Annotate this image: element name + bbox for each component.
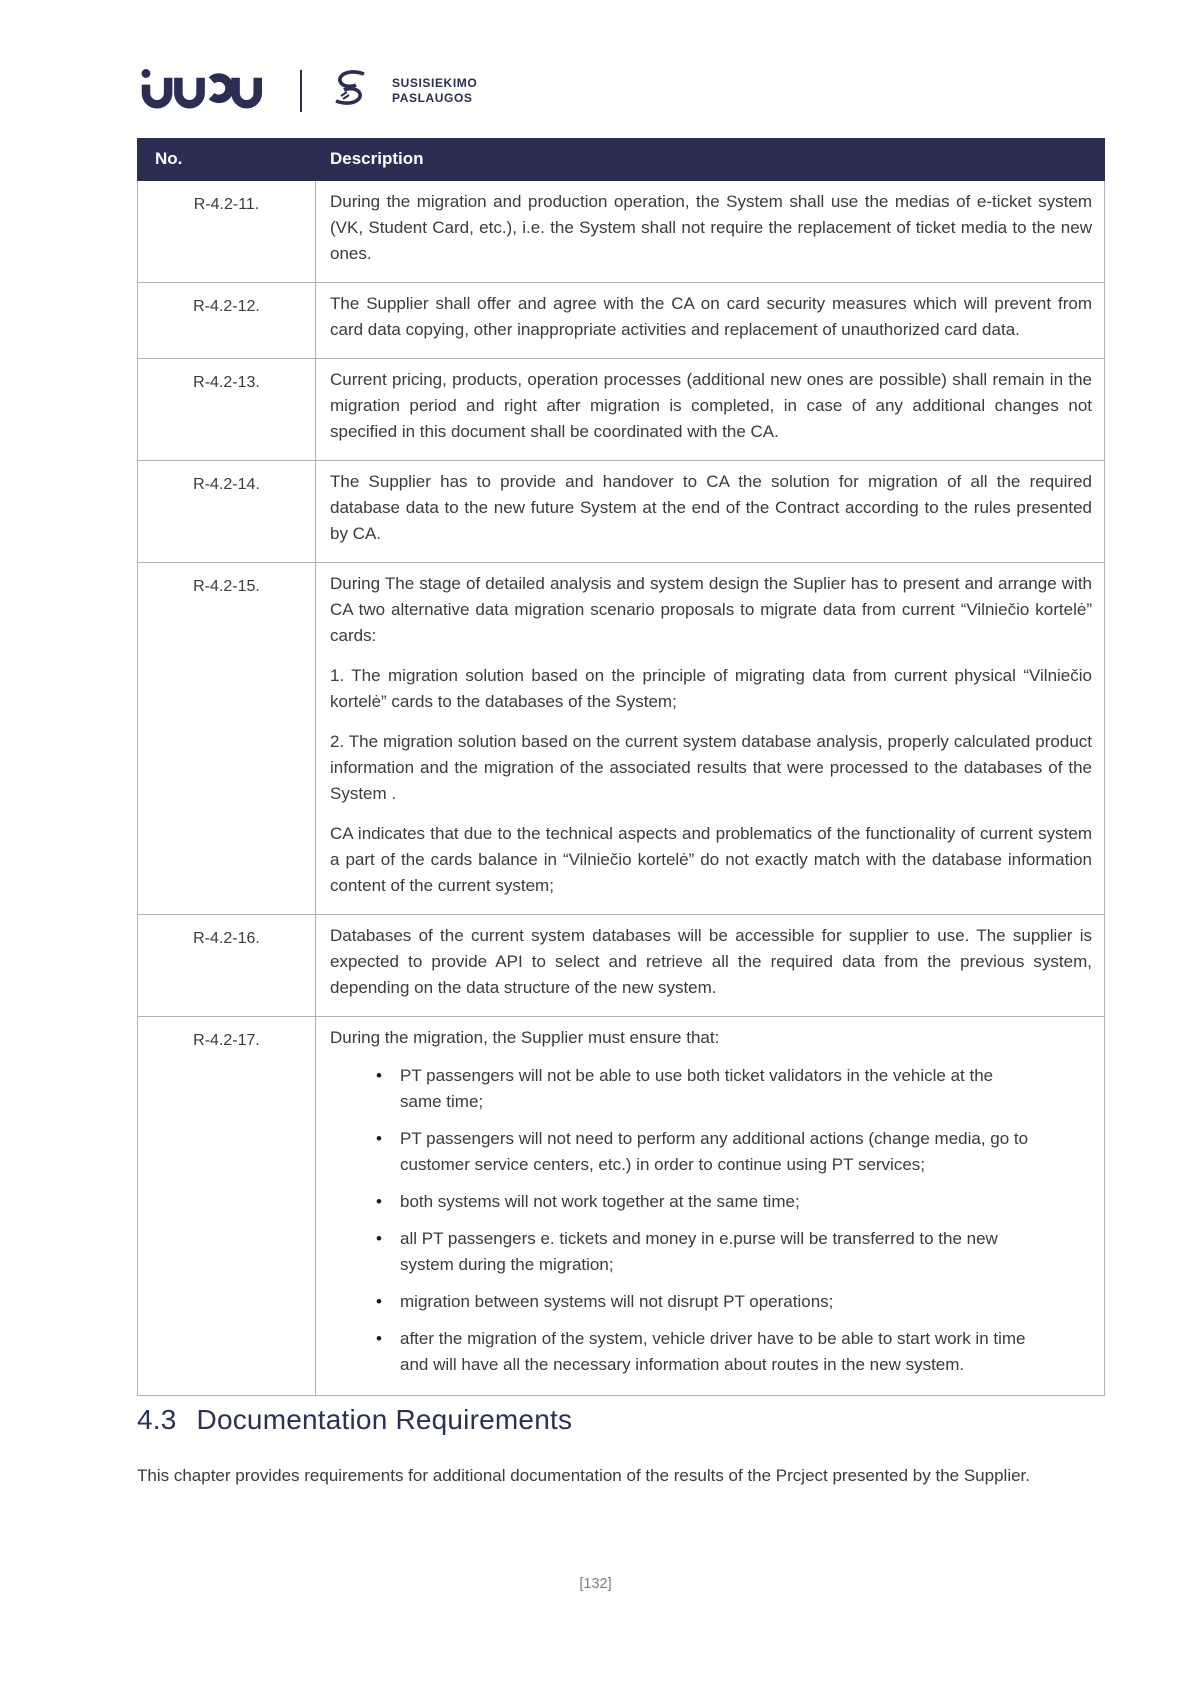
bullet-item: • both systems will not work together at the same time; — [400, 1189, 1030, 1215]
requirement-id: R-4.2-16. — [138, 915, 316, 1017]
requirement-description — [316, 461, 1105, 563]
description-paragraph: 2. The migration solution based on the current system database analysis, properly calculated product information and the migration of the associated results that were processed to the databases of the System . — [330, 732, 1092, 803]
bullet-item: • PT passengers will not need to perform any additional actions (change media, go to customer service centers, etc.) in order to continue using PT services; — [400, 1126, 1030, 1178]
description-paragraph: During The stage of detailed analysis and system design the Suplier has to present and arrange with CA two alternative data migration scenario proposals to migrate data from current “Vilniečio kortelė” cards: — [330, 574, 1092, 645]
bullet-item: • PT passengers will not be able to use both ticket validators in the vehicle at the same time; — [400, 1063, 1030, 1115]
bullet-item: • all PT passengers e. tickets and money in e.purse will be transferred to the new system during the migration; — [400, 1226, 1030, 1278]
logo-divider — [300, 70, 302, 112]
table-row — [138, 283, 1105, 359]
table-row — [138, 1017, 1105, 1396]
section-paragraph: This chapter provides requirements for additional documentation of the results of the Prcject presented by the Supplier. — [137, 1466, 1030, 1485]
judu-logo-icon — [140, 64, 268, 117]
bullet-item: • after the migration of the system, vehicle driver have to be able to start work in time and will have all the necessary information about routes in the new system. — [400, 1326, 1030, 1378]
partner-line1: SUSISIEKIMO — [392, 76, 478, 91]
description-paragraph: 1. The migration solution based on the principle of migrating data from current physical “Vilniečio kortelė” cards to the databases of the System; — [330, 666, 1092, 711]
requirement-description — [316, 359, 1105, 461]
section-heading — [137, 1404, 572, 1436]
table-header-row — [138, 139, 1105, 181]
section-title: Documentation Requirements — [196, 1404, 573, 1435]
table-row — [138, 563, 1105, 915]
description-paragraph: CA indicates that due to the technical aspects and problematics of the functionality of current system a part of the cards balance in “Vilniečio kortelė” do not exactly match with the database information content of the current system; — [330, 824, 1092, 895]
requirements-table — [137, 138, 1105, 1396]
table-row — [138, 461, 1105, 563]
requirement-id: R-4.2-15. — [138, 563, 316, 915]
requirement-description — [316, 915, 1105, 1017]
description-paragraph: The Supplier shall offer and agree with the CA on card security measures which will prevent from card data copying, other inappropriate activities and replacement of unauthorized card data. — [330, 294, 1092, 339]
requirement-bullet-list — [330, 1063, 1092, 1378]
requirement-description — [316, 563, 1105, 915]
requirement-description — [316, 181, 1105, 283]
page-number: [132] — [579, 1576, 612, 1592]
column-header-description: Description — [316, 139, 1105, 181]
description-paragraph: Current pricing, products, operation processes (additional new ones are possible) shall remain in the migration period and right after migration is completed, in case of any additional changes not specified in this document shall be coordinated with the CA. — [330, 370, 1092, 441]
requirement-id: R-4.2-11. — [138, 181, 316, 283]
table-row — [138, 181, 1105, 283]
description-paragraph: During the migration, the Supplier must ensure that: — [330, 1028, 720, 1047]
bullet-item: • migration between systems will not disrupt PT operations; — [400, 1289, 1030, 1315]
description-paragraph: Databases of the current system databases will be accessible for supplier to use. The supplier is expected to provide API to select and retrieve all the required data from the previous system, depending on the data structure of the new system. — [330, 926, 1092, 997]
description-paragraph: During the migration and production operation, the System shall use the medias of e-ticket system (VK, Student Card, etc.), i.e. the System shall not require the replacement of ticket media to the new ones. — [330, 192, 1092, 263]
requirement-id: R-4.2-17. — [138, 1017, 316, 1396]
header-logo-row — [140, 64, 477, 117]
section-number: 4.3 — [137, 1404, 177, 1435]
partner-logo-text — [392, 76, 477, 105]
partner-line2: PASLAUGOS — [392, 90, 473, 105]
requirement-id: R-4.2-13. — [138, 359, 316, 461]
requirement-description — [316, 283, 1105, 359]
requirement-description — [316, 1017, 1105, 1396]
column-header-no: No. — [138, 139, 316, 181]
susisiekimo-paslaugos-icon — [328, 66, 372, 115]
table-row — [138, 915, 1105, 1017]
description-paragraph: The Supplier has to provide and handover to CA the solution for migration of all the required database data to the new future System at the end of the Contract according to the rules presented by CA. — [330, 472, 1092, 543]
requirement-id: R-4.2-14. — [138, 461, 316, 563]
requirement-id: R-4.2-12. — [138, 283, 316, 359]
table-row — [138, 359, 1105, 461]
